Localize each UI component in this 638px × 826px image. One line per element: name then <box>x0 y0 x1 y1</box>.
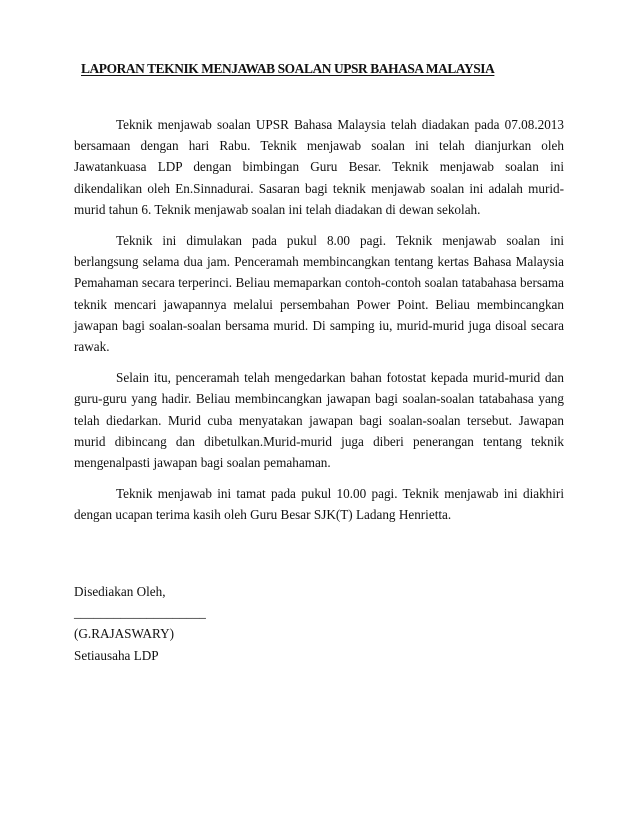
paragraph-3: Selain itu, penceramah telah mengedarkan bahan fotostat kepada murid-murid dan guru-guru yang hadir. Beliau membincangkan jawapan bagi soalan-soalan tatabahasa yang telah diedarkan. Murid cuba menyatakan jawapan bagi soalan-soalan tersebut. Jawapan murid dibincang dan dibetulkan.Murid-murid juga diberi penerangan tentang teknik mengenalpasti jawapan bagi soalan pemahaman. <box>74 370 564 471</box>
signatory-position: Setiausaha LDP <box>74 647 159 663</box>
prepared-by-label: Disediakan Oleh, <box>74 584 166 599</box>
signature-line: ____________________ <box>74 605 206 621</box>
signatory-name: (G.RAJASWARY) <box>74 626 175 642</box>
paragraph-2: Teknik ini dimulakan pada pukul 8.00 pagi. Teknik menjawab soalan ini berlangsung selama dua jam. Penceramah membincangkan tentang kertas Bahasa Malaysia Pemahaman secara terperinci. Beliau memaparkan contoh-contoh soalan tatabahasa bersama teknik mencari jawapannya melalui persembahan Power Point. Beliau membincangkan jawapan bagi soalan-soalan bersama murid. Di samping iu, murid-murid juga disoal secara rawak. <box>74 233 564 355</box>
report-title: LAPORAN TEKNIK MENJAWAB SOALAN UPSR BAHASA MALAYSIA <box>81 61 495 76</box>
paragraph-4: Teknik menjawab ini tamat pada pukul 10.00 pagi. Teknik menjawab ini diakhiri dengan ucapan terima kasih oleh Guru Besar SJK(T) Ladang Henrietta. <box>74 486 564 523</box>
signature-block <box>74 581 374 666</box>
paragraph-1: Teknik menjawab soalan UPSR Bahasa Malaysia telah diadakan pada 07.08.2013 bersamaan dengan hari Rabu. Teknik menjawab soalan ini telah dianjurkan oleh Jawatankuasa LDP dengan bimbingan Guru Besar. Teknik menjawab soalan ini dikendalikan oleh En.Sinnadurai. Sasaran bagi teknik menjawab soalan ini adalah murid-murid tahun 6. Teknik menjawab soalan ini telah diadakan di dewan sekolah. <box>74 117 564 217</box>
report-body <box>74 114 564 536</box>
